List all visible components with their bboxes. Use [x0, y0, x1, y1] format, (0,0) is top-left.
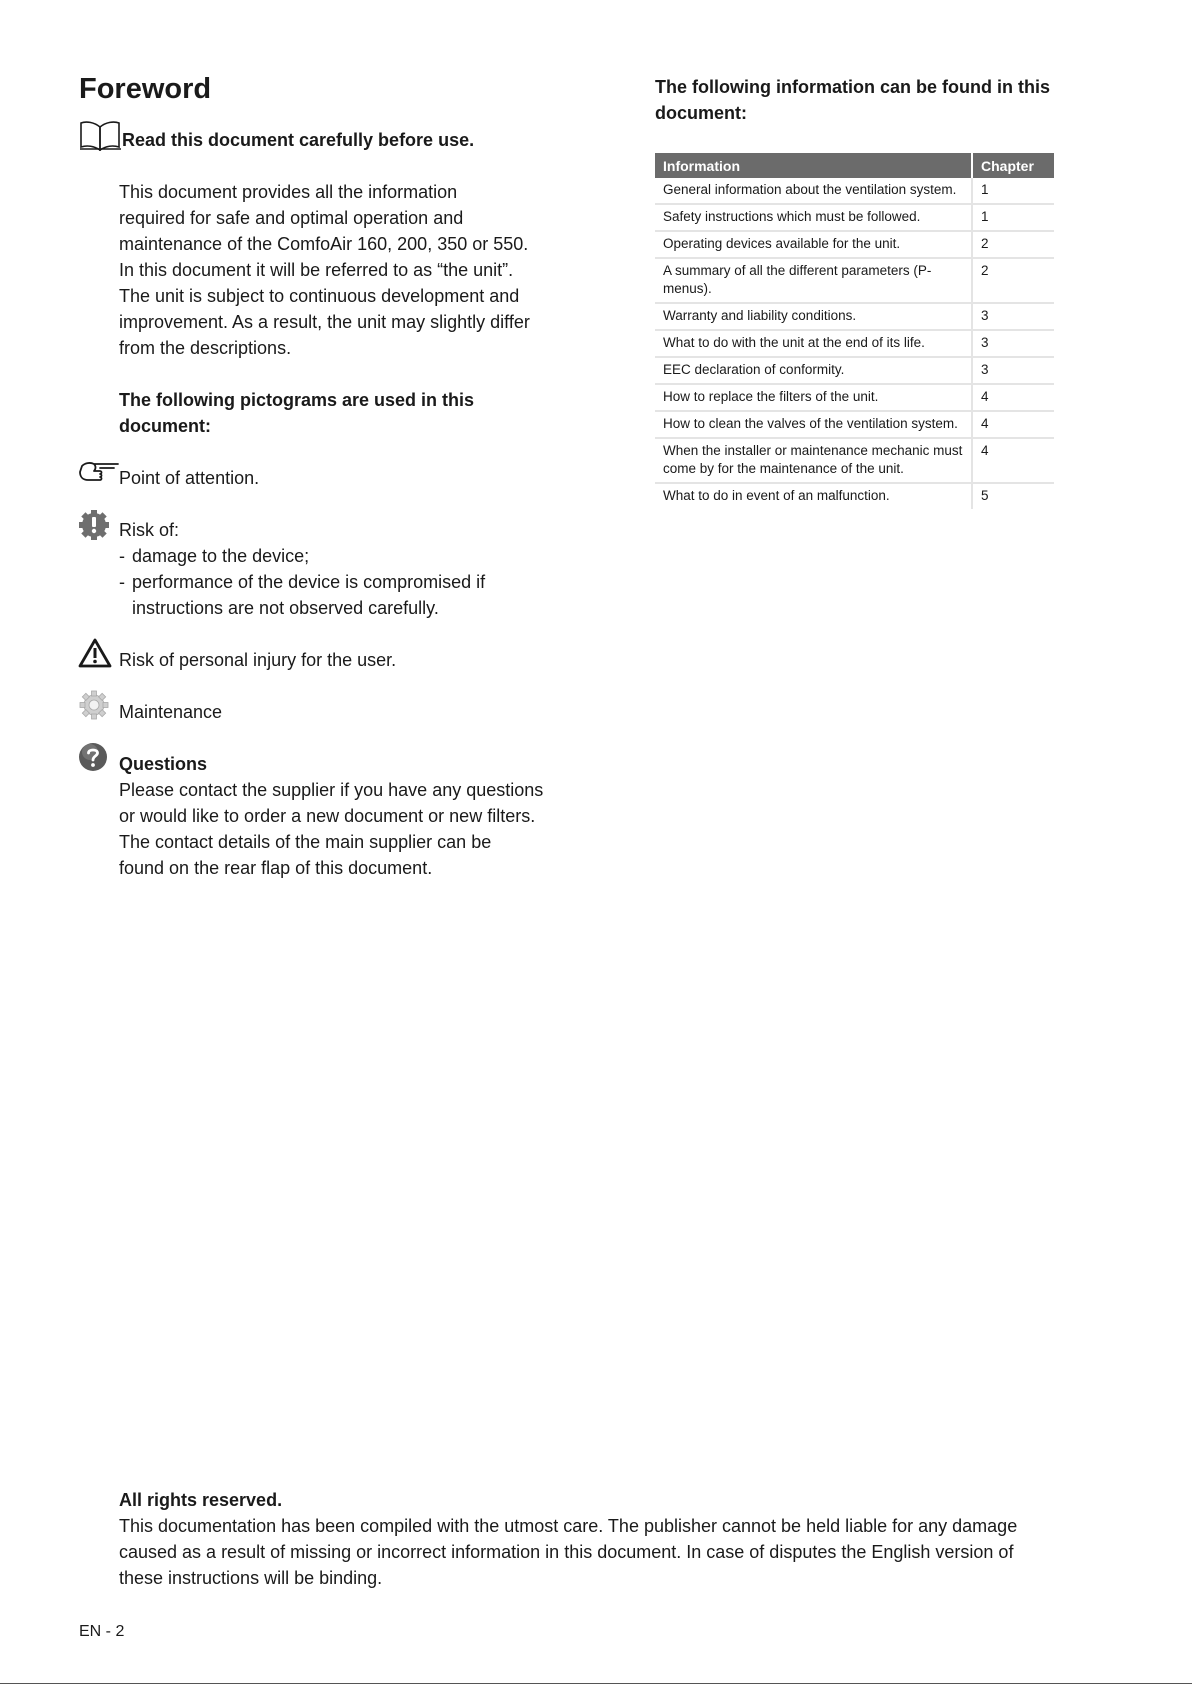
- risk-item-text: instructions are not observed carefully.: [132, 598, 439, 618]
- intro-line: In this document it will be referred to as “the unit”.: [119, 260, 514, 280]
- maintenance-text: Maintenance: [119, 702, 223, 722]
- column-header-information: Information: [655, 153, 972, 178]
- chapter-cell: 5: [981, 488, 989, 503]
- info-heading-line: document:: [655, 103, 747, 123]
- injury-text: Risk of personal injury for the user.: [119, 650, 397, 670]
- intro-line: maintenance of the ComfoAir 160, 200, 350 or 550.: [119, 234, 529, 254]
- intro-line: This document provides all the information: [119, 182, 458, 202]
- page-number: EN - 2: [79, 1623, 125, 1640]
- questions-block: [119, 751, 543, 881]
- table-row: [655, 330, 1054, 357]
- chapter-cell: 2: [972, 258, 1054, 303]
- table-row: [655, 303, 1054, 330]
- intro-paragraph: [119, 179, 530, 361]
- chapter-cell: 3: [972, 330, 1054, 357]
- questions-line: The contact details of the main supplier can be: [119, 832, 492, 852]
- intro-line: improvement. As a result, the unit may slightly differ: [119, 312, 530, 332]
- questions-line: or would like to order a new document or new filters.: [119, 806, 536, 826]
- rights-line: these instructions will be binding.: [119, 1568, 383, 1588]
- chapter-cell: 1: [972, 204, 1054, 231]
- questions-heading: Questions: [119, 754, 208, 774]
- risk-item-text: damage to the device;: [132, 546, 310, 566]
- chapter-cell: 3: [972, 303, 1054, 330]
- rights-line: This documentation has been compiled with the utmost care. The publisher cannot be held liable for any damage: [119, 1516, 1018, 1536]
- attention-text: Point of attention.: [119, 468, 260, 488]
- read-notice: [79, 119, 474, 151]
- risk-list: [119, 543, 485, 621]
- questions-line: Please contact the supplier if you have any questions: [119, 780, 544, 800]
- rights-notice: [119, 1487, 1099, 1591]
- table-row: [655, 231, 1054, 258]
- info-cell: Safety instructions which must be followed.: [655, 204, 972, 231]
- table-row: [655, 204, 1054, 231]
- info-cell: When the installer or maintenance mechanic must come by for the maintenance of the unit.: [655, 438, 972, 483]
- intro-line: from the descriptions.: [119, 338, 292, 358]
- questions-line: found on the rear flap of this document.: [119, 858, 433, 878]
- pictograms-heading: [119, 387, 474, 439]
- risk-block: [119, 517, 485, 621]
- risk-label: Risk of:: [119, 520, 180, 540]
- information-table: [655, 153, 1054, 509]
- info-cell: Warranty and liability conditions.: [655, 303, 972, 330]
- chapter-cell: 3: [972, 357, 1054, 384]
- warning-triangle-icon: [78, 638, 112, 668]
- intro-line: required for safe and optimal operation and: [119, 208, 464, 228]
- table-row: [655, 258, 1054, 303]
- info-cell: Operating devices available for the unit.: [655, 231, 972, 258]
- table-row: [655, 357, 1054, 384]
- info-heading-line: The following information can be found in this: [655, 77, 1050, 97]
- table-row: [655, 384, 1054, 411]
- rights-heading: All rights reserved.: [119, 1490, 283, 1510]
- chapter-cell: 2: [972, 231, 1054, 258]
- info-cell: General information about the ventilation system.: [655, 178, 972, 204]
- risk-item: [119, 543, 485, 569]
- table-header-row: [655, 153, 1054, 178]
- pictograms-heading-line: The following pictograms are used in this: [119, 390, 475, 410]
- table-row: [655, 178, 1054, 204]
- column-header-chapter: Chapter: [972, 153, 1054, 178]
- info-cell: How to replace the filters of the unit.: [655, 384, 972, 411]
- list-dash: -: [119, 546, 125, 566]
- chapter-cell: 4: [972, 411, 1054, 438]
- info-cell: A summary of all the different parameters (P-menus).: [655, 258, 972, 303]
- warning-gear-icon: [78, 510, 110, 540]
- info-cell: What to do in event of an malfunction.: [655, 483, 972, 509]
- question-icon: [78, 742, 108, 772]
- read-notice-text: Read this document carefully before use.: [122, 130, 475, 150]
- info-heading: [655, 74, 1095, 126]
- info-cell: How to clean the valves of the ventilation system.: [655, 411, 972, 438]
- chapter-cell: 1: [972, 178, 1054, 204]
- risk-item-text: performance of the device is compromised if: [132, 572, 486, 592]
- rights-line: caused as a result of missing or incorrect information in this document. In case of disputes the English version of: [119, 1542, 1014, 1562]
- risk-item: [119, 569, 485, 621]
- info-cell: EEC declaration of conformity.: [655, 357, 972, 384]
- bottom-rule: [0, 1683, 1192, 1684]
- book-icon: [79, 119, 122, 151]
- table-row: [655, 438, 1054, 483]
- intro-line: The unit is subject to continuous development and: [119, 286, 520, 306]
- chapter-cell: 4: [972, 438, 1054, 483]
- page-title: Foreword: [79, 73, 212, 105]
- table-row: [655, 483, 1054, 509]
- chapter-cell: 4: [972, 384, 1054, 411]
- info-cell: What to do with the unit at the end of its life.: [655, 330, 972, 357]
- pictograms-heading-line: document:: [119, 416, 211, 436]
- gear-icon: [78, 690, 110, 720]
- pointing-hand-icon: [78, 460, 120, 486]
- list-dash: -: [119, 572, 125, 592]
- table-row: [655, 411, 1054, 438]
